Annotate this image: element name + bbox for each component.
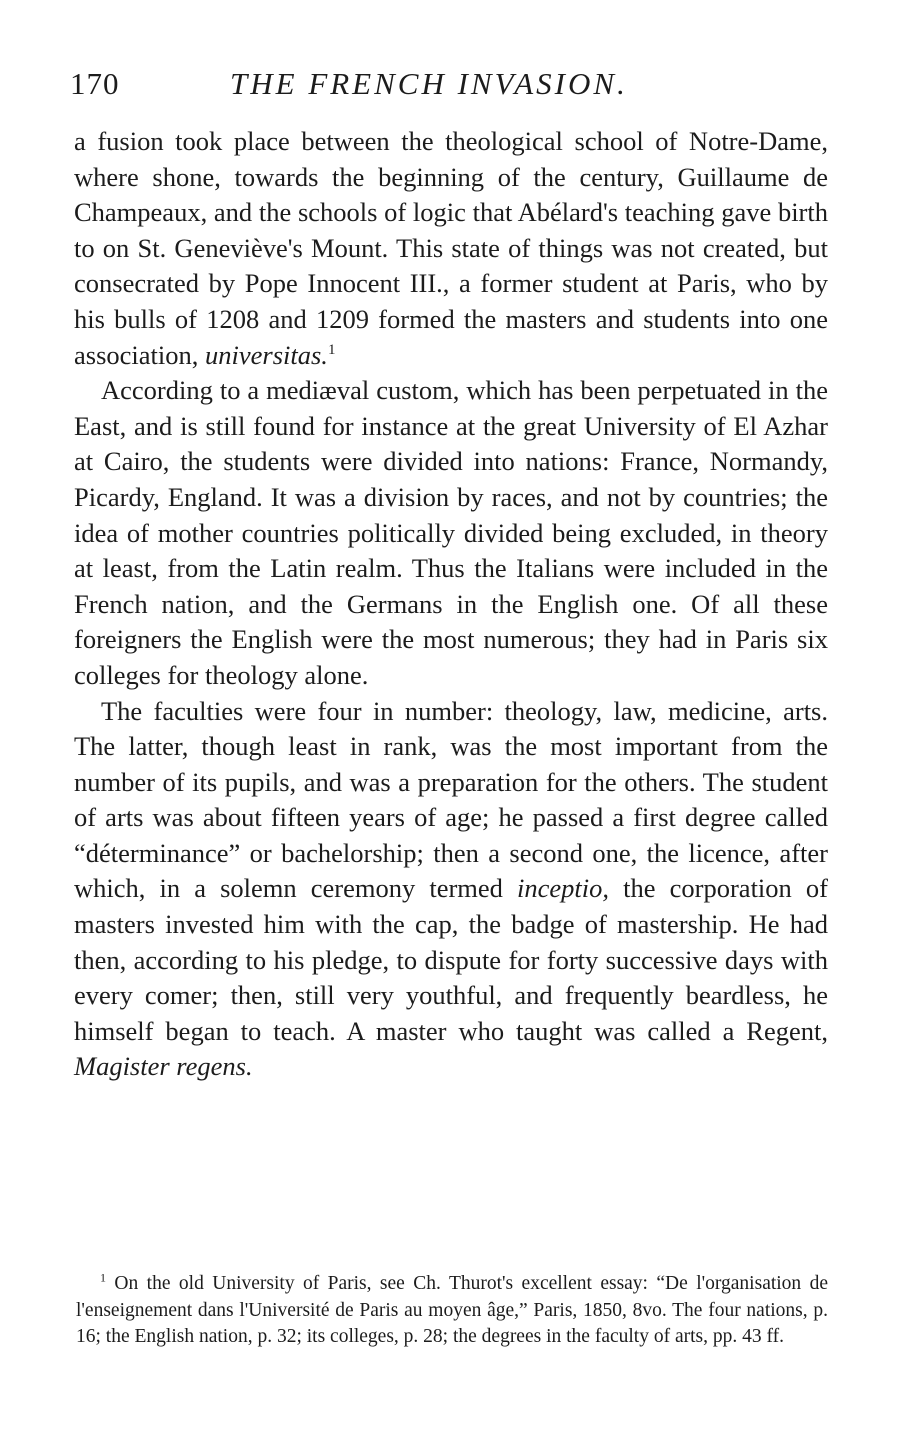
running-title: THE FRENCH INVASION. — [230, 66, 628, 101]
paragraph-3-text-before: The faculties were four in number: theology, law, medicine, arts. The latter, though least in rank, was the most important from the number of its pupils, and was a preparation for the others. The student of arts was about fifteen years of age; he passed a first degree called “déterminance” or bachelorship; then a second one, the licence, after which, in a solemn ceremony termed — [74, 695, 828, 904]
page-number: 170 — [70, 66, 120, 101]
page-header — [70, 66, 828, 106]
footnote — [76, 1271, 828, 1351]
paragraph-3-text-after: the corporation of masters invested him with the cap, the badge of mastership. He had then, according to his pledge, to dispute for forty successive days with every comer; then, still very youthful, and frequently beardless, he himself began to teach. A master who taught was called a Regent, — [74, 873, 828, 1046]
paragraph-3-italic: inceptio, — [517, 873, 610, 904]
paragraph-3 — [74, 694, 828, 1086]
paragraph-1-italic: universitas. — [205, 339, 328, 370]
footnote-reference: 1 — [327, 341, 336, 358]
footnote-text: On the old University of Paris, see Ch. Thurot's excellent essay: “De l'organisation de l'enseignement dans l'Université de Paris au moyen âge,” Paris, 1850, 8vo. The four nations, p. 16; the English nation, p. 32; its colleges, p. 28; the degrees in the faculty of arts, pp. 43 ff. — [76, 1273, 829, 1347]
main-text — [74, 124, 828, 1085]
paragraph-2 — [74, 373, 828, 693]
paragraph-1-text: a fusion took place between the theological school of Notre-Dame, where shone, towards the beginning of the century, Guillaume de Champeaux, and the schools of logic that Abélard's teaching gave birth to on St. Geneviève's Mount. This state of things was not created, but consecrated by Pope Innocent III., a former student at Paris, who by his bulls of 1208 and 1209 formed the masters and students into one association, — [74, 126, 828, 370]
paragraph-2-text: According to a mediæval custom, which has been perpetuated in the East, and is still found for instance at the great University of El Azhar at Cairo, the students were divided into nations: France, Normandy, Picardy, England. It was a division by races, and not by countries; the idea of mother countries politically divided being excluded, in theory at least, from the Latin realm. Thus the Italians were included in the French nation, and the Germans in the English one. Of all these foreigners the English were the most numerous; they had in Paris six colleges for theology alone. — [74, 375, 828, 690]
paragraph-1 — [74, 124, 828, 373]
paragraph-3-italic-end: Magister regens. — [74, 1051, 253, 1082]
footnote-mark: 1 — [100, 1270, 106, 1285]
